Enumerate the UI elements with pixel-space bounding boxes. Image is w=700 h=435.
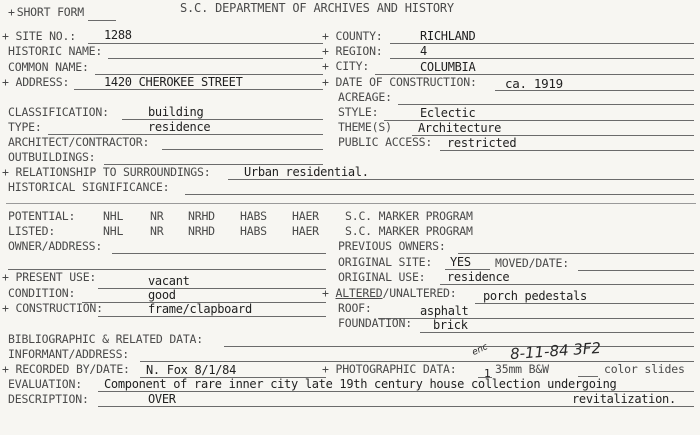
agency-title: S.C. DEPARTMENT OF ARCHIVES AND HISTORY — [180, 1, 454, 15]
original-site-value: YES — [450, 255, 471, 269]
listed-code-nrhd: NRHD — [188, 224, 215, 238]
architect-label: ARCHITECT/CONTRACTOR: — [8, 135, 150, 149]
access-label: PUBLIC ACCESS: — [338, 135, 433, 149]
site-no-line — [88, 43, 323, 44]
access-value: restricted — [447, 136, 517, 150]
type-value: residence — [148, 120, 211, 134]
significance-line — [185, 194, 694, 195]
original-use-line — [440, 284, 694, 285]
relationship-label: + RELATIONSHIP TO SURROUNDINGS: — [2, 165, 211, 179]
present-use-value: vacant — [148, 274, 190, 288]
listed-code-nhl: NHL — [103, 224, 124, 238]
photo-color: color slides — [604, 362, 685, 376]
relationship-value: Urban residential. — [244, 165, 369, 179]
acreage-line — [398, 104, 694, 105]
listed-code-nr: NR — [150, 224, 164, 238]
relationship-line — [228, 179, 694, 180]
potential-label: POTENTIAL: — [8, 209, 76, 223]
photo-number: 1 — [484, 367, 491, 380]
section-divider — [6, 203, 696, 204]
potential-code-haer: HAER — [292, 209, 319, 223]
plus-mark: + — [8, 5, 15, 19]
original-site-label: ORIGINAL SITE: — [338, 255, 433, 269]
informant-label: INFORMANT/ADDRESS: — [8, 347, 130, 361]
date-label: + DATE OF CONSTRUCTION: — [322, 75, 477, 89]
owner-label: OWNER/ADDRESS: — [8, 239, 103, 253]
foundation-line — [420, 332, 694, 333]
roof-line — [378, 318, 694, 319]
listed-code-haer: HAER — [292, 224, 319, 238]
style-value: Eclectic — [420, 106, 476, 120]
prev-owners-line — [458, 253, 694, 254]
county-label: + COUNTY: — [322, 29, 383, 43]
original-use-label: ORIGINAL USE: — [338, 270, 426, 284]
themes-value: Architecture — [418, 121, 502, 135]
construction-line — [98, 316, 326, 317]
foundation-label: FOUNDATION: — [338, 316, 412, 330]
altered-label: + ALTERED/UNALTERED: — [322, 286, 457, 300]
date-line — [495, 90, 694, 91]
evaluation-label: EVALUATION: — [8, 377, 82, 391]
address-value: 1420 CHEROKEE STREET — [104, 75, 243, 89]
address-line — [74, 89, 323, 90]
significance-label: HISTORICAL SIGNIFICANCE: — [8, 180, 170, 194]
handwritten-enc-note: enc — [470, 342, 490, 358]
city-value: COLUMBIA — [420, 60, 476, 74]
altered-value: porch pedestals — [483, 289, 587, 303]
region-line — [390, 58, 694, 59]
outbuildings-label: OUTBUILDINGS: — [8, 150, 96, 164]
historic-name-line — [108, 58, 323, 59]
roof-value: asphalt — [420, 304, 469, 318]
handwritten-photo-note: 8-11-84 3F2 — [509, 338, 602, 364]
architect-line — [162, 149, 323, 150]
construction-value: frame/clapboard — [148, 302, 252, 316]
potential-code-habs: HABS — [240, 209, 267, 223]
marker-program-2: S.C. MARKER PROGRAM — [345, 224, 473, 238]
form-type-label — [8, 6, 84, 19]
moved-label: MOVED/DATE: — [495, 256, 569, 270]
description-value: OVER — [148, 392, 176, 406]
classification-label: CLASSIFICATION: — [8, 105, 109, 119]
evaluation-value: Component of rare inner city late 19th century house collection undergoing — [104, 377, 617, 391]
condition-value: good — [148, 288, 176, 302]
present-use-line — [98, 288, 326, 289]
site-no-value: 1288 — [104, 28, 132, 42]
evaluation-end: revitalization. — [572, 392, 676, 406]
biblio-label: BIBLIOGRAPHIC & RELATED DATA: — [8, 332, 203, 346]
description-line — [98, 406, 694, 407]
short-form-label: SHORT FORM — [16, 5, 84, 19]
potential-code-nhl: NHL — [103, 209, 124, 223]
altered-line — [475, 303, 694, 304]
region-label: + REGION: — [322, 44, 383, 58]
classification-value: building — [148, 105, 204, 119]
foundation-value: brick — [433, 318, 468, 332]
potential-code-nr: NR — [150, 209, 164, 223]
photo-bw: 35mm B&W — [495, 362, 549, 376]
prev-owners-label: PREVIOUS OWNERS: — [338, 239, 446, 253]
county-line — [390, 43, 694, 44]
type-label: TYPE: — [8, 120, 42, 134]
biblio-line — [224, 346, 694, 347]
moved-line — [578, 270, 694, 271]
common-name-label: COMMON NAME: — [8, 60, 89, 74]
county-value: RICHLAND — [420, 29, 476, 43]
acreage-label: ACREAGE: — [338, 90, 392, 104]
style-label: STYLE: — [338, 105, 379, 119]
condition-label: CONDITION: — [8, 286, 76, 300]
description-label: DESCRIPTION: — [8, 392, 89, 406]
listed-label: LISTED: — [8, 224, 56, 238]
address-label: + ADDRESS: — [2, 75, 70, 89]
present-use-label: + PRESENT USE: — [2, 270, 97, 284]
historic-name-label: HISTORIC NAME: — [8, 44, 103, 58]
marker-program-1: S.C. MARKER PROGRAM — [345, 209, 473, 223]
city-label: + CITY: — [322, 59, 370, 73]
roof-label: ROOF: — [338, 301, 372, 315]
region-value: 4 — [420, 44, 427, 58]
photo-label: + PHOTOGRAPHIC DATA: — [322, 362, 457, 376]
themes-label: THEME(S) — [338, 120, 392, 134]
owner-line — [112, 253, 326, 254]
original-use-value: residence — [447, 270, 510, 284]
recorded-label: + RECORDED BY/DATE: — [2, 362, 130, 376]
site-no-label: + SITE NO.: — [2, 29, 76, 43]
listed-code-habs: HABS — [240, 224, 267, 238]
recorded-value: N. Fox 8/1/84 — [146, 363, 237, 377]
date-value: ca. 1919 — [505, 76, 563, 91]
access-line — [440, 150, 694, 151]
short-form-line — [88, 20, 116, 21]
potential-code-nrhd: NRHD — [188, 209, 215, 223]
construction-label: + CONSTRUCTION: — [2, 301, 103, 315]
